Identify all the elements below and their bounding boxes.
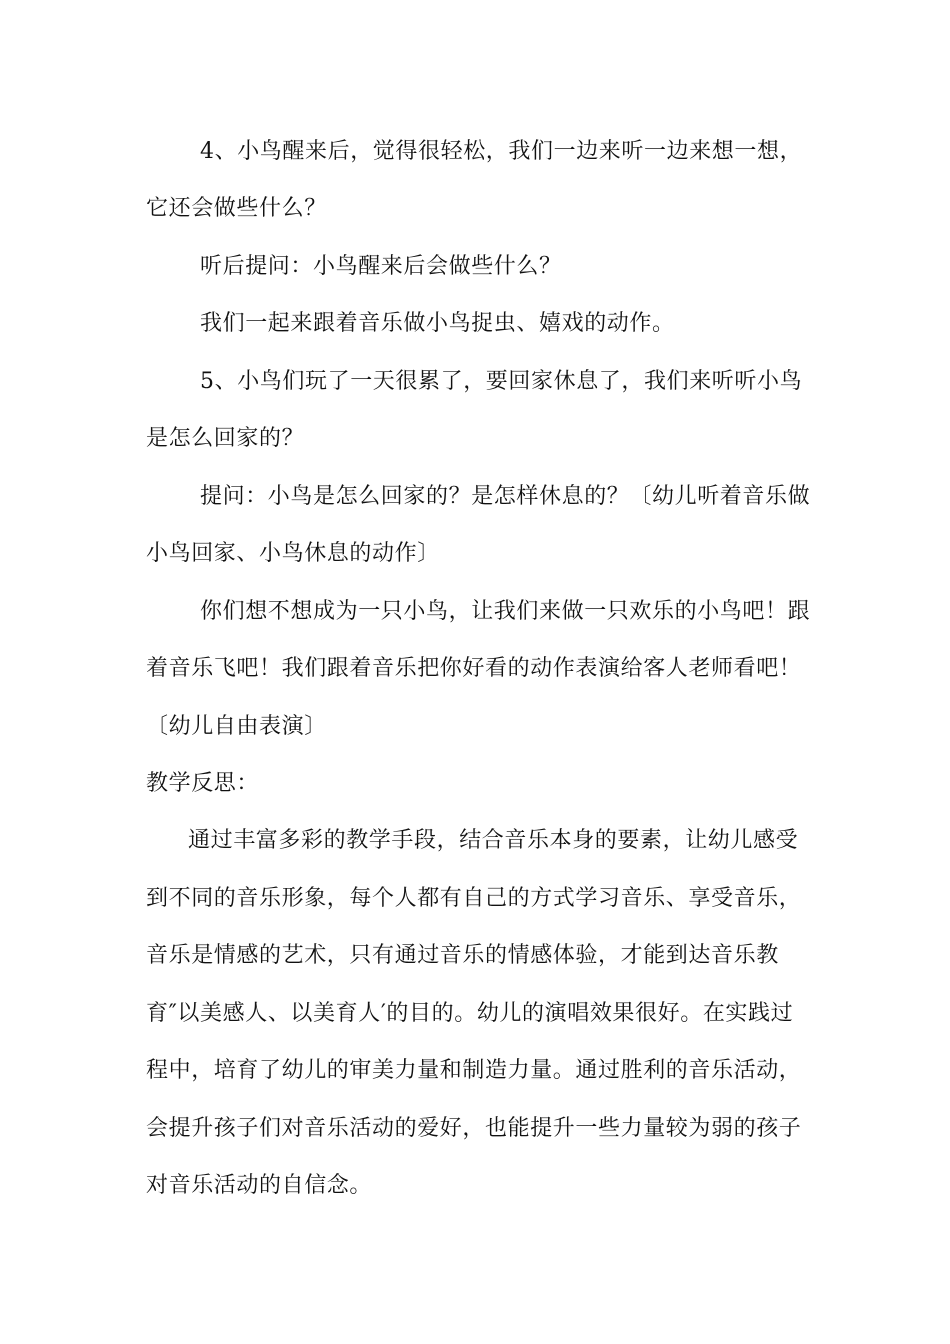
paragraph-line: 我们一起来跟着音乐做小鸟捉虫、嬉戏的动作。 [200,311,675,336]
paragraph-line: 音乐是情感的艺术，只有通过音乐的情感体验，才能到达音乐教 [146,943,779,968]
paragraph-line: 4、小鸟醒来后，觉得很轻松，我们一边来听一边来想一想， [200,139,803,164]
paragraph-line: 着音乐飞吧！我们跟着音乐把你好看的动作表演给客人老师看吧！ [146,656,802,681]
paragraph-line: 它还会做些什么？ [146,196,327,221]
paragraph-line: 小鸟回家、小鸟休息的动作〕 [146,541,440,566]
paragraph-line: 到不同的音乐形象，每个人都有自己的方式学习音乐、享受音乐， [146,886,802,911]
paragraph-line: 育″以美感人、以美育人′的目的。幼儿的演唱效果很好。在实践过 [146,1001,794,1026]
paragraph-line: 5、小鸟们玩了一天很累了，要回家休息了，我们来听听小鸟 [200,369,803,394]
paragraph-line: 是怎么回家的？ [146,426,305,451]
paragraph-line: 提问：小鸟是怎么回家的？是怎样休息的？〔幼儿听着音乐做 [200,484,811,509]
paragraph-line: 你们想不想成为一只小鸟，让我们来做一只欢乐的小鸟吧！跟 [200,599,811,624]
paragraph-line: 对音乐活动的自信念。 [146,1173,373,1198]
section-heading: 教学反思： [146,771,260,796]
paragraph-line: 听后提问：小鸟醒来后会做些什么？ [200,254,562,279]
paragraph-line: 通过丰富多彩的教学手段，结合音乐本身的要素，让幼儿感受 [188,828,799,853]
paragraph-line: 〔幼儿自由表演〕 [146,714,327,739]
paragraph-line: 程中，培育了幼儿的审美力量和制造力量。通过胜利的音乐活动， [146,1058,802,1083]
paragraph-line: 会提升孩子们对音乐活动的爱好，也能提升一些力量较为弱的孩子 [146,1116,802,1141]
